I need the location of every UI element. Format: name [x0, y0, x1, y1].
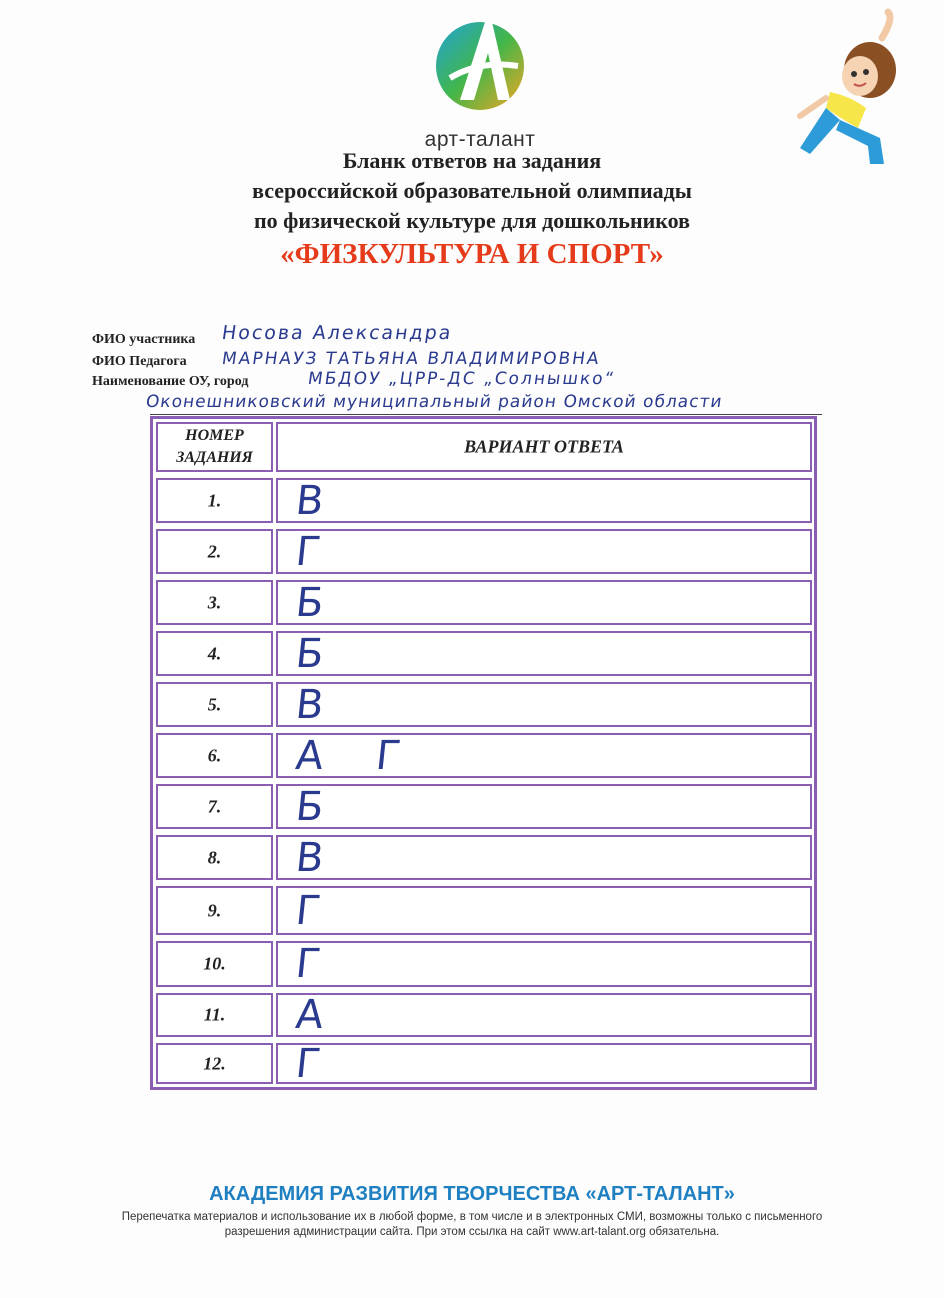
school-value: МБДОУ „ЦРР-ДС „Солнышко“ [306, 369, 617, 389]
title-line-2: всероссийской образовательной олимпиады [252, 178, 692, 203]
task-answer: В [293, 834, 346, 881]
task-number: 11. [203, 1004, 226, 1025]
art-talant-logo-icon [430, 8, 530, 118]
answer-cell[interactable] [276, 478, 812, 523]
number-cell [156, 529, 273, 574]
brand-name: арт-талант [424, 128, 536, 151]
task-answer: Б [293, 579, 346, 626]
task-number: 2. [207, 541, 222, 561]
answer-cell[interactable] [276, 529, 812, 574]
answer-cell[interactable] [276, 993, 812, 1037]
table-row [153, 628, 814, 679]
task-number: 7. [207, 796, 222, 816]
participant-value: Носова Александра [220, 322, 455, 344]
answer-cell[interactable] [276, 631, 812, 676]
table-row [153, 781, 814, 832]
school-underline [150, 414, 822, 415]
number-cell [156, 993, 273, 1037]
task-number: 3. [207, 592, 222, 612]
title-line-1: Бланк ответов на задания [342, 148, 602, 173]
table-row [153, 577, 814, 628]
task-answer: Г [293, 1040, 343, 1087]
answer-cell[interactable] [276, 580, 812, 625]
task-number: 1. [207, 490, 222, 510]
task-number: 10. [203, 953, 226, 974]
task-answer: В [293, 681, 346, 728]
table-row [153, 679, 814, 730]
table-row [153, 883, 814, 938]
task-number: 8. [207, 847, 222, 867]
table-row [153, 730, 814, 781]
number-header-cell [156, 422, 273, 472]
table-row [153, 832, 814, 883]
number-cell [156, 631, 273, 676]
task-answer: В [293, 477, 346, 524]
answer-cell[interactable] [276, 733, 812, 778]
task-number: 5. [207, 694, 222, 714]
number-cell [156, 835, 273, 880]
participant-label: ФИО участника [92, 332, 196, 347]
academy-title: АКАДЕМИЯ РАЗВИТИЯ ТВОРЧЕСТВА «АРТ-ТАЛАНТ» [209, 1183, 735, 1205]
teacher-value: МАРНАУЗ ТАТЬЯНА ВЛАДИМИРОВНА [220, 349, 602, 369]
number-header-line-1: НОМЕР [185, 427, 244, 444]
answer-header-cell [276, 422, 812, 472]
title-line-3: по физической культуре для дошкольников [253, 208, 691, 233]
number-cell [156, 1043, 273, 1084]
olympiad-title: «ФИЗКУЛЬТУРА И СПОРТ» [280, 238, 664, 270]
school-value-line-2: Оконешниковский муниципальный район Омской области [144, 392, 724, 412]
table-row [153, 475, 814, 526]
table-row [153, 1040, 814, 1087]
school-label: Наименование ОУ, город [92, 374, 249, 389]
table-row [153, 526, 814, 577]
task-number: 9. [207, 900, 222, 920]
task-answer: А Г [293, 732, 423, 779]
table-row [153, 990, 814, 1040]
number-cell [156, 478, 273, 523]
answer-cell[interactable] [276, 886, 812, 935]
teacher-label: ФИО Педагога [92, 354, 187, 369]
task-answer: Г [293, 887, 343, 934]
number-cell [156, 784, 273, 829]
copyright-note: Перепечатка материалов и использование их в любой форме, в том числе и в электронных СМИ, возможны только с письменного разрешения администрации сайта. При этом ссылка на сайт www.art-talant.org обязательна. [121, 1211, 823, 1238]
table-row [153, 938, 814, 990]
answer-header: ВАРИАНТ ОТВЕТА [464, 436, 624, 457]
table-header-row [153, 419, 814, 475]
answer-cell[interactable] [276, 682, 812, 727]
task-number: 4. [207, 643, 222, 663]
number-cell [156, 733, 273, 778]
stretching-girl-icon [770, 8, 920, 168]
task-number: 6. [207, 745, 222, 765]
task-answer: Г [293, 528, 343, 575]
number-header [158, 425, 271, 469]
answers-table [150, 416, 817, 1090]
number-cell [156, 941, 273, 987]
answer-cell[interactable] [276, 784, 812, 829]
number-cell [156, 886, 273, 935]
task-answer: А [293, 992, 346, 1038]
number-header-line-2: ЗАДАНИЯ [176, 449, 253, 466]
task-answer: Б [293, 783, 346, 830]
task-number: 12. [203, 1053, 226, 1073]
answer-cell[interactable] [276, 835, 812, 880]
answer-cell[interactable] [276, 1040, 812, 1087]
answer-cell[interactable] [276, 941, 812, 987]
number-cell [156, 682, 273, 727]
task-answer: Б [293, 630, 346, 677]
number-cell [156, 580, 273, 625]
task-answer: Г [293, 941, 343, 987]
